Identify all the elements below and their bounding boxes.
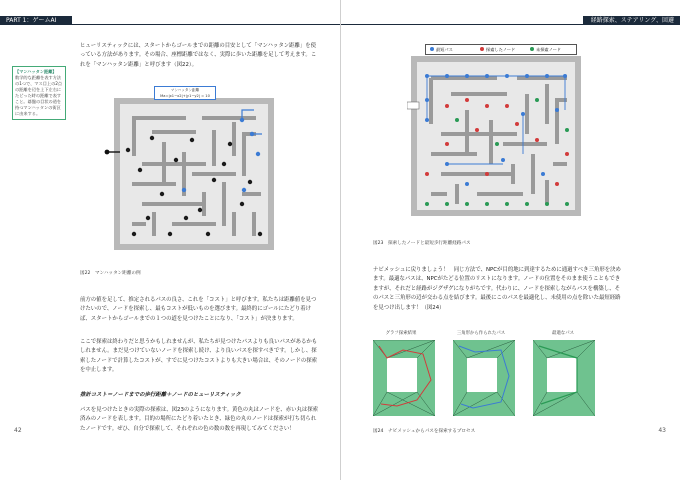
green-dot-icon <box>530 47 534 51</box>
right-page <box>340 0 680 480</box>
fig24-label-3: 最適なパス <box>552 331 574 336</box>
figure-24-navmesh-2 <box>453 340 515 416</box>
fig22-label-box <box>154 86 216 100</box>
fig23-caption: 図23 探索したノードと最短歩行距離経路パス <box>373 241 471 246</box>
left-page-number: 42 <box>14 427 22 434</box>
fig24-label-2: 三角形から作られたパス <box>456 331 506 336</box>
fig24-label-1: グラフ探索結果 <box>385 331 417 336</box>
paragraph-5: ナビメッシュに戻りましょう！ 同じ方法で、NPCが目的地に到達するために通過すべき三角形を決めます。最適なパスは、NPCがたどる位置のリストになります。ノードの位置をそのまま使うこともできますが、それだと経路がジグザグになりがちです。代わりに、ノードを探索しながらパスを構築し、そのパスと三角形の辺が交わる点を結びます。最後にこのパスを最適化し、未使用の点を除いた最短経路を見つけ出します！（図24） <box>373 267 621 311</box>
fig22-caption: 図22 マンハッタン距離の例 <box>80 271 141 276</box>
legend-item-shortest: 最短パス <box>430 45 453 54</box>
paragraph-4: パスを見つけたときの実際の探索は、図23のようになります。黄色の丸はノードを、赤い丸は探索済みのノードを表します。目的の場所にたどり着いたとき、緑色の丸のノードは探索が打ち切られたノードです。ぜひ、自分で探索して、それぞれの色の数の数を再現してみてください！ <box>80 407 319 432</box>
right-header: 経路探索、ステアリング、回避 <box>583 16 680 25</box>
sidenote-body: 数学的な距離を表す方法の1つで、マス目上の2点の距離を辺を上下左右にたどった時の距離で表すこと。碁盤の目状の道を持つマンハッタンの街区に由来する。 <box>15 75 63 116</box>
figure-22-maze <box>104 94 284 254</box>
sidenote-title: 【マンハッタン距離】 <box>15 69 57 74</box>
formula-subhead: 推計コスト＝ノードまでの歩行距離＋ノードのヒューリスティック <box>80 392 241 398</box>
legend-item-unexplored: 未探索ノード <box>530 45 561 54</box>
blue-dot-icon <box>430 47 434 51</box>
right-header-rule <box>341 24 680 25</box>
figure-23-maze <box>407 54 587 220</box>
fig22-label: マンハッタン距離 <box>170 88 200 92</box>
paragraph-3: ここで探索は終わりだと思うかもしれませんが、私たちが見つけたパスよりも良いパスがあるかもしれません。まだ見つけていないノードを探索し続け、より良いパスを探すべきです。しかし、探索したノードで計算したコストが、すでに見つけたコストよりも大きい場合は、そのノードの探索を中止します。 <box>80 339 318 374</box>
legend-item-explored: 探索したノード <box>480 45 515 54</box>
red-dot-icon <box>480 47 484 51</box>
right-page-number: 43 <box>658 427 666 434</box>
fig22-formula: Ma=|x1−x2|+|y1−y2| = 10 <box>160 94 210 98</box>
figure-24-navmesh-1 <box>373 340 435 416</box>
sidenote-box <box>12 66 66 120</box>
paragraph-1: ヒューリスティックには、スタートからゴールまでの距離の目安として「マンハッタン距離」を使っている方法があります。その場合、座標距離ではなく、実際に歩いた距離を足して考えます。これを「マンハッタン距離」と呼びます（図22）。 <box>80 43 317 68</box>
left-header-rule <box>0 24 340 25</box>
paragraph-2: 前方の値を足して、推定されるパスの良さ、これを「コスト」と呼びます。私たちは距離値を見つけたいので、ノードを探索し、最もコストが低いものを選びます。最終的にゴールにたどり着けば、スタートからゴールまでの１つの道を見つけたことになり、「コスト」が決まります。 <box>80 297 317 322</box>
left-header: PART 1：ゲームAI <box>0 16 72 25</box>
fig24-caption: 図24 ナビメッシュからパスを探索するプロセス <box>373 429 476 434</box>
figure-24-navmesh-3 <box>533 340 595 416</box>
